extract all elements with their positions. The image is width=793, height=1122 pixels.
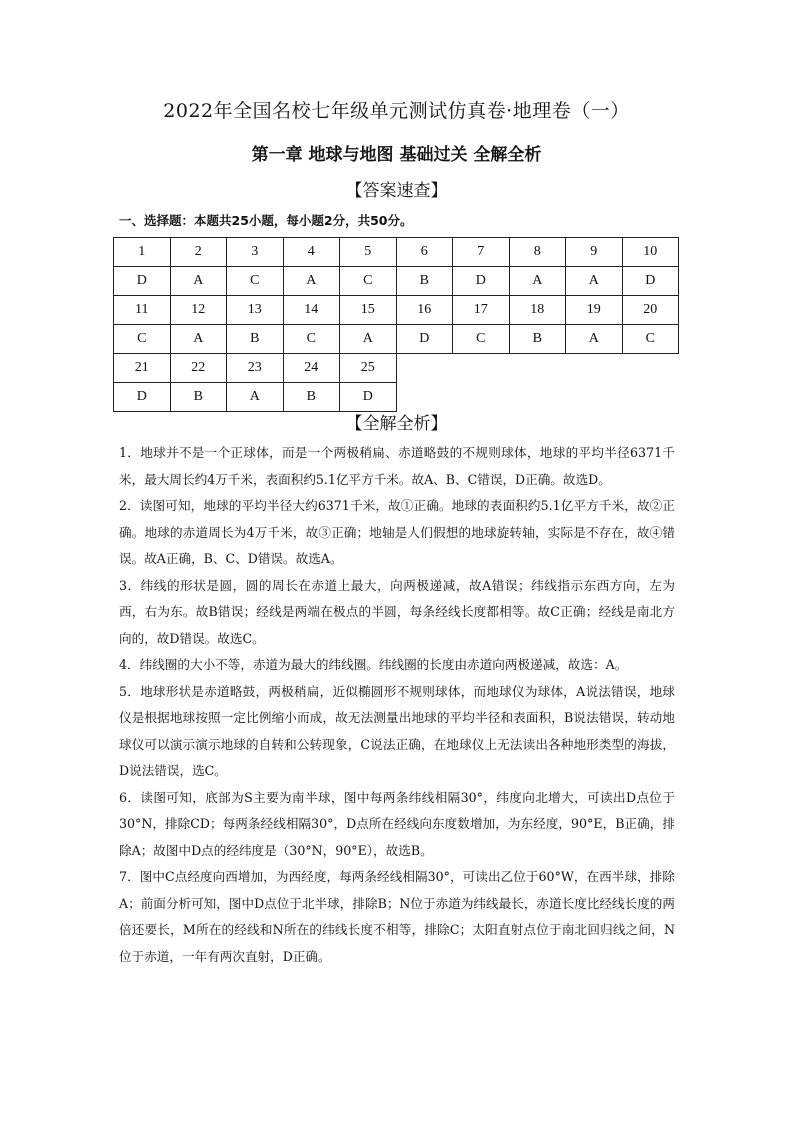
table-cell: D bbox=[340, 383, 397, 412]
analysis-paragraph-1: 1．地球并不是一个正球体，而是一个两极稍扁、赤道略鼓的不规则球体，地球的平均半径6371千米，最大周长约4万千米，表面积约5.1亿平方千米。故A、B、C错误，D正确。故选D。 bbox=[119, 445, 675, 487]
table-cell: 2 bbox=[170, 238, 227, 267]
table-cell-empty bbox=[396, 383, 453, 412]
analysis-body bbox=[119, 440, 675, 970]
table-cell-empty bbox=[509, 383, 566, 412]
table-cell: A bbox=[340, 325, 397, 354]
table-cell: 22 bbox=[170, 354, 227, 383]
table-cell: D bbox=[114, 267, 171, 296]
answer-heading: 【答案速查】 bbox=[345, 181, 448, 201]
table-cell: 11 bbox=[114, 296, 171, 325]
table-cell: 5 bbox=[340, 238, 397, 267]
table-row bbox=[114, 267, 679, 296]
table-cell: 18 bbox=[509, 296, 566, 325]
table-cell: 20 bbox=[622, 296, 679, 325]
table-cell: 10 bbox=[622, 238, 679, 267]
table-cell: C bbox=[283, 325, 340, 354]
table-cell: 8 bbox=[509, 238, 566, 267]
table-cell: D bbox=[396, 325, 453, 354]
table-cell: A bbox=[283, 267, 340, 296]
analysis-paragraph-5: 5．地球形状是赤道略鼓，两极稍扁，近似椭圆形不规则球体，而地球仪为球体，A说法错误，地球仪是根据地球按照一定比例缩小而成，故无法测量出地球的平均半径和表面积，B说法错误，转动地球仪可以演示演示地球的自转和公转现象，C说法正确，在地球仪上无法读出各种地形类型的海拔，D说法错误，选C。 bbox=[119, 683, 675, 778]
table-cell: B bbox=[509, 325, 566, 354]
table-cell: C bbox=[453, 325, 510, 354]
document-subtitle: 第一章 地球与地图 基础过关 全解全析 bbox=[251, 145, 542, 165]
table-cell: 19 bbox=[566, 296, 623, 325]
table-cell: 6 bbox=[396, 238, 453, 267]
table-row bbox=[114, 296, 679, 325]
table-cell: 3 bbox=[227, 238, 284, 267]
analysis-paragraph-7: 7．图中C点经度向西增加，为西经度，每两条经线相隔30°，可读出乙位于60°W，在西半球，排除A；前面分析可知，图中D点位于北半球，排除B；N位于赤道为纬线最长，赤道长度比经线长度的两倍还要长，M所在的经线和N所在的纬线长度不相等，排除C；太阳直射点位于南北回归线之间，N位于赤道，一年有两次直射，D正确。 bbox=[119, 869, 675, 964]
table-cell: A bbox=[227, 383, 284, 412]
table-cell-empty bbox=[622, 383, 679, 412]
table-row bbox=[114, 325, 679, 354]
table-cell: B bbox=[227, 325, 284, 354]
table-row bbox=[114, 238, 679, 267]
table-cell: C bbox=[114, 325, 171, 354]
table-cell: 9 bbox=[566, 238, 623, 267]
table-cell: D bbox=[114, 383, 171, 412]
document-title: 2022年全国名校七年级单元测试仿真卷·地理卷（一） bbox=[163, 100, 630, 122]
table-cell: 23 bbox=[227, 354, 284, 383]
table-cell: C bbox=[340, 267, 397, 296]
table-cell: 13 bbox=[227, 296, 284, 325]
table-cell-empty bbox=[396, 354, 453, 383]
analysis-heading: 【全解全析】 bbox=[345, 414, 448, 434]
table-cell: A bbox=[170, 267, 227, 296]
table-cell: A bbox=[566, 325, 623, 354]
table-cell: B bbox=[396, 267, 453, 296]
table-cell: A bbox=[170, 325, 227, 354]
table-cell-empty bbox=[566, 383, 623, 412]
table-cell: C bbox=[227, 267, 284, 296]
table-cell-empty bbox=[453, 383, 510, 412]
section-label: 一、选择题：本题共25小题，每小题2分，共50分。 bbox=[119, 213, 413, 228]
analysis-paragraph-3: 3．纬线的形状是圆，圆的周长在赤道上最大，向两极递减，故A错误；纬线指示东西方向，左为西，右为东。故B错误；经线是两端在极点的半圆，每条经线长度都相等。故C正确；经线是南北方向的，故D错误。故选C。 bbox=[119, 577, 675, 646]
table-cell: D bbox=[453, 267, 510, 296]
table-cell: 25 bbox=[340, 354, 397, 383]
table-cell: 7 bbox=[453, 238, 510, 267]
table-cell: B bbox=[283, 383, 340, 412]
answer-table bbox=[113, 237, 679, 412]
analysis-paragraph-6: 6．读图可知，底部为S主要为南半球，图中每两条纬线相隔30°，纬度向北增大，可读出D点位于30°N，排除CD；每两条经线相隔30°，D点所在经线向东度数增加，为东经度，90°E，B正确，排除A；故图中D点的经纬度是（30°N，90°E），故选B。 bbox=[119, 789, 675, 858]
table-cell: 21 bbox=[114, 354, 171, 383]
table-cell: D bbox=[622, 267, 679, 296]
analysis-paragraph-4: 4．纬线圈的大小不等，赤道为最大的纬线圈。纬线圈的长度由赤道向两极递减，故选：A。 bbox=[119, 657, 628, 672]
table-cell: C bbox=[622, 325, 679, 354]
table-cell: 1 bbox=[114, 238, 171, 267]
table-cell: 12 bbox=[170, 296, 227, 325]
table-cell: 24 bbox=[283, 354, 340, 383]
table-cell: 16 bbox=[396, 296, 453, 325]
table-cell-empty bbox=[509, 354, 566, 383]
table-cell: 17 bbox=[453, 296, 510, 325]
table-cell: 4 bbox=[283, 238, 340, 267]
table-cell: A bbox=[509, 267, 566, 296]
analysis-paragraph-2: 2．读图可知，地球的平均半径大约6371千米，故①正确。地球的表面积约5.1亿平方千米，故②正确。地球的赤道周长为4万千米，故③正确；地轴是人们假想的地球旋转轴，实际是不存在，故④错误。故A正确，B、C、D错误。故选A。 bbox=[119, 498, 675, 566]
table-cell: A bbox=[566, 267, 623, 296]
table-cell: 15 bbox=[340, 296, 397, 325]
table-cell: B bbox=[170, 383, 227, 412]
table-cell-empty bbox=[566, 354, 623, 383]
table-row bbox=[114, 354, 679, 383]
table-cell: 14 bbox=[283, 296, 340, 325]
table-cell-empty bbox=[622, 354, 679, 383]
table-row bbox=[114, 383, 679, 412]
table-cell-empty bbox=[453, 354, 510, 383]
